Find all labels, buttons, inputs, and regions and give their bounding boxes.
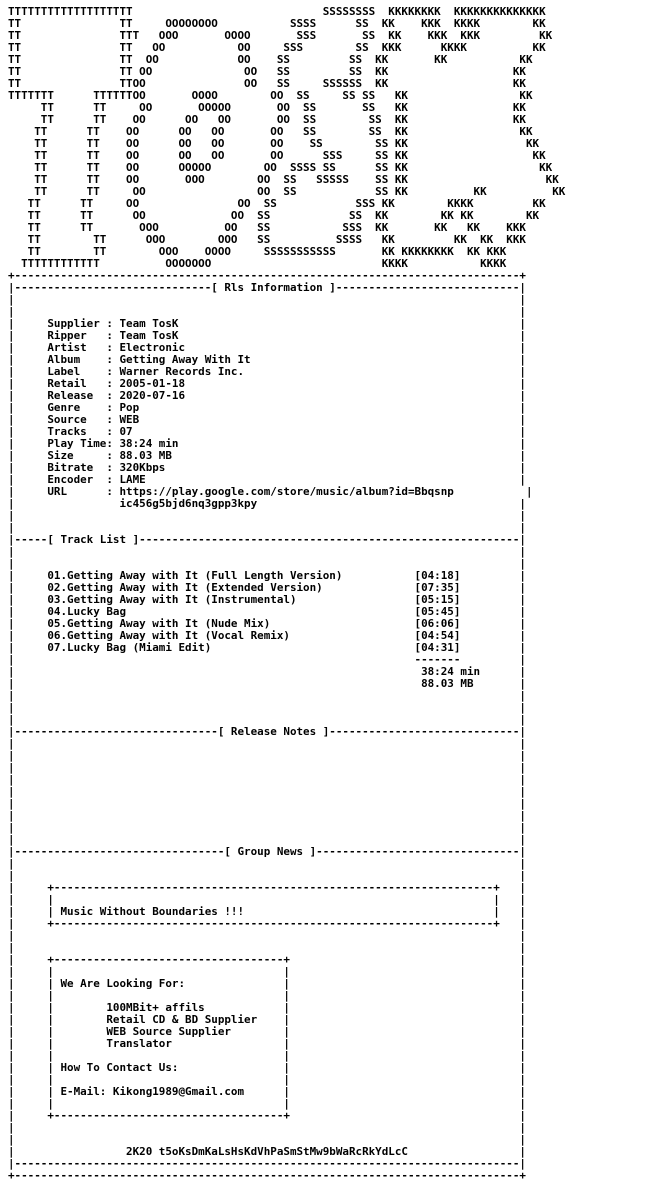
nfo-line: | | <box>8 821 526 834</box>
nfo-line: | Artist : Electronic | <box>8 341 526 354</box>
nfo-line: TT TT OO OO OO OO SS SS KK KK <box>8 113 526 126</box>
nfo-line: | Encoder : LAME | <box>8 473 526 486</box>
nfo-line: | | <box>8 773 526 786</box>
nfo-line: | | <box>8 521 526 534</box>
nfo-line: TTTTTTTTTTTTTTTTTTT SSSSSSSS KKKKKKKK KKKKKKKKKKKKKK <box>8 5 546 18</box>
nfo-line: TT TT OO OOOOO OO SS SS KK KK <box>8 101 526 114</box>
nfo-line: | Size : 88.03 MB | <box>8 449 526 462</box>
nfo-line: +-----------------------------------------------------------------------------+ <box>8 269 526 282</box>
nfo-line: | | <box>8 305 526 318</box>
nfo-line: TT TT OO OO OO OO SSS SS KK KK <box>8 149 546 162</box>
nfo-line: TT TT OO OO SS SS KK KK KK <box>8 53 533 66</box>
nfo-line: | | <box>8 737 526 750</box>
nfo-line: |-----------------------------------------------------------------------------| <box>8 1157 526 1170</box>
nfo-line: | Bitrate : 320Kbps | <box>8 461 526 474</box>
nfo-line: TTTTTTT TTTTTTOO OOOO OO SS SS SS KK KK <box>8 89 533 102</box>
nfo-line: | 05.Getting Away with It (Nude Mix) [06:06] | <box>8 617 526 630</box>
nfo-line: TT TT OO OOO OO SS SSSSS SS KK KK <box>8 173 559 186</box>
nfo-line: | Tracks : 07 | <box>8 425 526 438</box>
nfo-line: +-----------------------------------------------------------------------------+ <box>8 1169 526 1182</box>
nfo-line: | 07.Lucky Bag (Miami Edit) [04:31] | <box>8 641 526 654</box>
nfo-line: | | <box>8 833 526 846</box>
nfo-line: | | <box>8 929 526 942</box>
nfo-line: | | <box>8 857 526 870</box>
nfo-line: | | | | <box>8 1049 526 1062</box>
nfo-line: | +-----------------------------------+ | <box>8 953 526 966</box>
nfo-line: | ------- | <box>8 653 526 666</box>
nfo-line: TT TT OO OO SS SS KK KK KK KK <box>8 209 540 222</box>
nfo-line: TT TT OOO OOO SS SSSS KK KK KK KKK <box>8 233 526 246</box>
nfo-line: TTTTTTTTTTTT OOOOOOO KKKK KKKK <box>8 257 507 270</box>
nfo-line: | | | | <box>8 989 526 1002</box>
nfo-line: | +-----------------------------------+ | <box>8 1109 526 1122</box>
nfo-line: | | <box>8 713 526 726</box>
nfo-document <box>8 6 565 1182</box>
nfo-line: TT TT OO OOOOO OO SSSS SS SS KK KK <box>8 161 553 174</box>
nfo-line: | | <box>8 797 526 810</box>
nfo-line: | Label : Warner Records Inc. | <box>8 365 526 378</box>
nfo-line: | | <box>8 701 526 714</box>
nfo-line: | 06.Getting Away with It (Vocal Remix) [04:54] | <box>8 629 526 642</box>
nfo-line: | | <box>8 545 526 558</box>
nfo-line: | | <box>8 809 526 822</box>
nfo-line: | | <box>8 1121 526 1134</box>
nfo-line: TT TT OOO OO SS SSS KK KK KK KKK <box>8 221 526 234</box>
nfo-line: TT TT OO OO OO OO SS SS KK KK <box>8 137 540 150</box>
nfo-line: | +-------------------------------------------------------------------+ | <box>8 917 526 930</box>
nfo-line: | | Music Without Boundaries !!! | | <box>8 905 526 918</box>
nfo-line: | URL : https://play.google.com/store/music/album?id=Bbqsnp | <box>8 485 533 498</box>
nfo-line: | | We Are Looking For: | | <box>8 977 526 990</box>
nfo-line: | | E-Mail: Kikong1989@Gmail.com | | <box>8 1085 526 1098</box>
nfo-line: |------------------------------[ Rls Information ]----------------------------| <box>8 281 526 294</box>
nfo-line: TT TTOO OO SS SSSSSS KK KK <box>8 77 526 90</box>
nfo-line: | | <box>8 509 526 522</box>
nfo-line: |-----[ Track List ]----------------------------------------------------------| <box>8 533 526 546</box>
nfo-line: | | <box>8 761 526 774</box>
nfo-line: | | Retail CD & BD Supplier | | <box>8 1013 526 1026</box>
nfo-line: | 88.03 MB | <box>8 677 526 690</box>
nfo-line: | | How To Contact Us: | | <box>8 1061 526 1074</box>
nfo-line: | | 100MBit+ affils | | <box>8 1001 526 1014</box>
nfo-line: | | | | <box>8 1073 526 1086</box>
nfo-line: | | <box>8 1133 526 1146</box>
nfo-line: TT TT OO OO OO OO SS SS KK KK <box>8 125 533 138</box>
nfo-line: | | | | <box>8 965 526 978</box>
nfo-line: TT TT OO OO SS SSS KK KKKK KK <box>8 197 546 210</box>
nfo-line: | Source : WEB | <box>8 413 526 426</box>
nfo-line: TT TT OO OO SSS SS KKK KKKK KK <box>8 41 546 54</box>
nfo-line: | Supplier : Team TosK | <box>8 317 526 330</box>
nfo-line: | +-------------------------------------------------------------------+ | <box>8 881 526 894</box>
nfo-line: | Album : Getting Away With It | <box>8 353 526 366</box>
nfo-line: | 03.Getting Away with It (Instrumental) [05:15] | <box>8 593 526 606</box>
nfo-line: TT TT OO OO SS SS KK KK <box>8 65 526 78</box>
nfo-line: |-------------------------------[ Release Notes ]-----------------------------| <box>8 725 526 738</box>
nfo-line: | 2K20 t5oKsDmKaLsHsKdVhPaSmStMw9bWaRcRkYdLcC | <box>8 1145 526 1158</box>
nfo-line: | | | | <box>8 1097 526 1110</box>
nfo-line: | | <box>8 869 526 882</box>
nfo-line: | | <box>8 557 526 570</box>
nfo-line: TT TTT OOO OOOO SSS SS KK KKK KKK KK <box>8 29 553 42</box>
nfo-line: | | <box>8 749 526 762</box>
nfo-line: | 01.Getting Away with It (Full Length Version) [04:18] | <box>8 569 526 582</box>
nfo-line: | | Translator | | <box>8 1037 526 1050</box>
nfo-line: | 38:24 min | <box>8 665 526 678</box>
nfo-line: |--------------------------------[ Group News ]-------------------------------| <box>8 845 526 858</box>
nfo-line: | 02.Getting Away with It (Extended Version) [07:35] | <box>8 581 526 594</box>
nfo-line: | | <box>8 785 526 798</box>
nfo-line: TT TT OO OO SS SS KK KK KK <box>8 185 566 198</box>
nfo-line: | 04.Lucky Bag [05:45] | <box>8 605 526 618</box>
nfo-line: | ic456g5bjd6nq3gpp3kpy | <box>8 497 526 510</box>
nfo-line: | | <box>8 689 526 702</box>
nfo-line: | Ripper : Team TosK | <box>8 329 526 342</box>
nfo-line: | Genre : Pop | <box>8 401 526 414</box>
nfo-line: | Retail : 2005-01-18 | <box>8 377 526 390</box>
nfo-line: TT TT OOOOOOOO SSSS SS KK KKK KKKK KK <box>8 17 546 30</box>
nfo-line: | | <box>8 293 526 306</box>
nfo-line: TT TT OOO OOOO SSSSSSSSSSS KK KKKKKKKK KK KKK <box>8 245 507 258</box>
nfo-line: | | WEB Source Supplier | | <box>8 1025 526 1038</box>
nfo-line: | Release : 2020-07-16 | <box>8 389 526 402</box>
nfo-line: | Play Time: 38:24 min | <box>8 437 526 450</box>
nfo-line: | | <box>8 941 526 954</box>
nfo-line: | | | | <box>8 893 526 906</box>
